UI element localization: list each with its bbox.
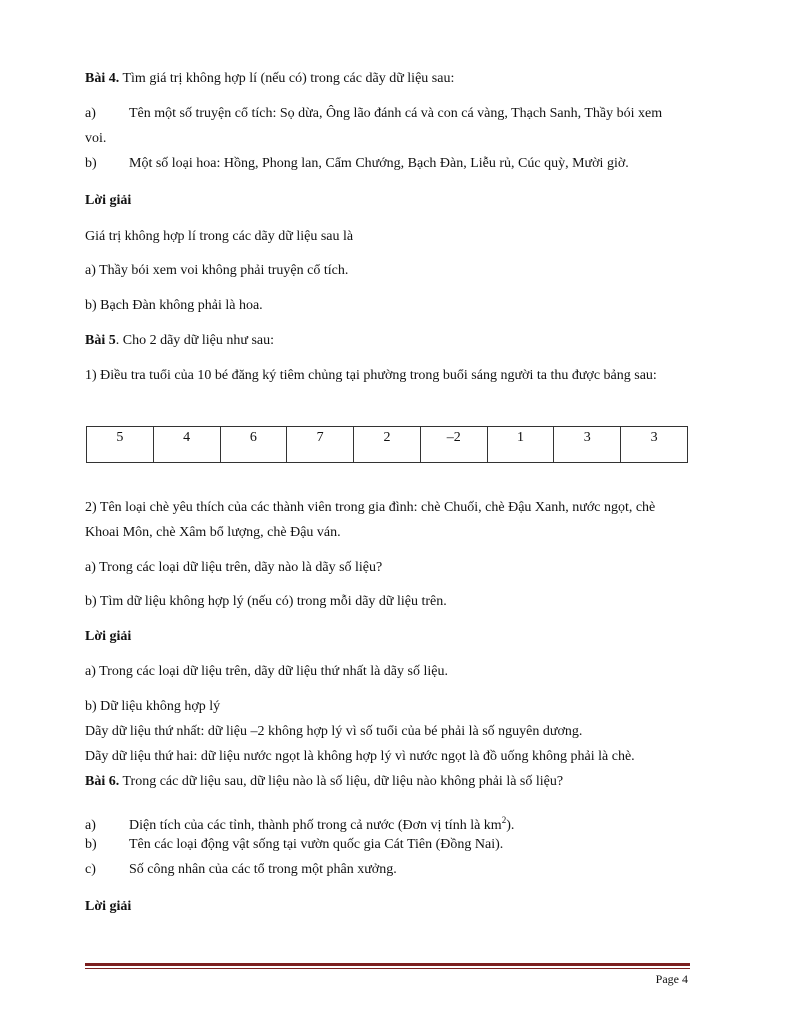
bai4-title: Bài 4. [85, 71, 120, 86]
item-label: b) [85, 837, 97, 852]
bai5-answer-b1: Dãy dữ liệu thứ nhất: dữ liệu –2 không hợp lý vì số tuổi của bé phải là số nguyên dương. [85, 724, 583, 739]
bai6-prompt: Trong các dữ liệu sau, dữ liệu nào là số liệu, dữ liệu nào không phải là số liệu? [119, 774, 564, 789]
bai5-title: Bài 5 [85, 333, 116, 348]
bai4-item-a [85, 106, 662, 122]
bai5-prompt: . Cho 2 dãy dữ liệu như sau: [115, 333, 275, 348]
footer-rule-thin [85, 968, 690, 969]
age-data-table [86, 426, 688, 463]
bai6-item-a [85, 812, 514, 834]
bai4-heading [85, 71, 454, 87]
bai4-prompt: Tìm giá trị không hợp lí (nếu có) trong các dãy dữ liệu sau: [119, 71, 455, 86]
superscript: 2 [501, 815, 507, 825]
table-cell: 3 [554, 427, 621, 463]
bai5-question-b: b) Tìm dữ liệu không hợp lý (nếu có) trong mỗi dãy dữ liệu trên. [85, 594, 447, 609]
bai6-heading [85, 774, 563, 790]
table-row [87, 427, 688, 463]
bai5-part2-line1: 2) Tên loại chè yêu thích của các thành viên trong gia đình: chè Chuối, chè Đậu Xanh, nước ngọt, chè [85, 500, 656, 515]
bai6-item-c [85, 862, 397, 878]
page-number: Page 4 [655, 972, 688, 986]
bai6-title: Bài 6. [85, 774, 120, 789]
bai5-part2-line2: Khoai Môn, chè Xâm bổ lượng, chè Đậu ván. [85, 525, 341, 540]
bai4-solution-line: b) Bạch Đàn không phải là hoa. [85, 298, 263, 313]
table-cell: 5 [87, 427, 154, 463]
table-cell: –2 [420, 427, 487, 463]
table-cell: 1 [487, 427, 554, 463]
bai4-item-b [85, 156, 629, 172]
bai5-solution-heading: Lời giải [85, 629, 132, 644]
item-label: c) [85, 862, 96, 877]
item-text: Một số loại hoa: Hồng, Phong lan, Cẩm Chướng, Bạch Đàn, Liễu rủ, Cúc quỳ, Mười giờ. [129, 156, 629, 171]
table-cell: 3 [621, 427, 688, 463]
table-cell: 6 [220, 427, 287, 463]
table-cell: 7 [287, 427, 354, 463]
bai5-question-a: a) Trong các loại dữ liệu trên, dãy nào là dãy số liệu? [85, 560, 383, 575]
item-label: a) [85, 106, 96, 121]
item-end: ). [506, 818, 515, 833]
item-text: Tên một số truyện cổ tích: Sọ dừa, Ông lão đánh cá và con cá vàng, Thạch Sanh, Thầy bói xem [129, 106, 663, 121]
bai4-solution-line: a) Thầy bói xem voi không phải truyện cổ tích. [85, 263, 349, 278]
item-text: Số công nhân của các tổ trong một phân xưởng. [129, 862, 397, 877]
item-label: b) [85, 156, 97, 171]
bai6-solution-heading: Lời giải [85, 899, 132, 914]
table-cell: 2 [354, 427, 421, 463]
bai5-answer-a: a) Trong các loại dữ liệu trên, dãy dữ liệu thứ nhất là dãy số liệu. [85, 664, 448, 679]
bai4-item-a-cont: voi. [85, 131, 107, 146]
item-label: a) [85, 818, 96, 833]
bai6-item-b [85, 837, 503, 853]
item-text: Diện tích của các tỉnh, thành phố trong cả nước (Đơn vị tính là km [129, 818, 502, 833]
item-text: Tên các loại động vật sống tại vườn quốc gia Cát Tiên (Đồng Nai). [129, 837, 504, 852]
bai5-part1: 1) Điều tra tuổi của 10 bé đăng ký tiêm chủng tại phường trong buổi sáng người ta thu được bảng sau: [85, 368, 657, 383]
bai5-answer-b: b) Dữ liệu không hợp lý [85, 699, 221, 714]
bai5-heading [85, 333, 274, 349]
table-cell: 4 [153, 427, 220, 463]
bai5-answer-b2: Dãy dữ liệu thứ hai: dữ liệu nước ngọt là không hợp lý vì nước ngọt là đồ uống không phải là chè. [85, 749, 635, 764]
footer-rule [85, 963, 690, 966]
bai4-solution-line: Giá trị không hợp lí trong các dãy dữ liệu sau là [85, 229, 354, 244]
bai4-solution-heading: Lời giải [85, 193, 132, 208]
